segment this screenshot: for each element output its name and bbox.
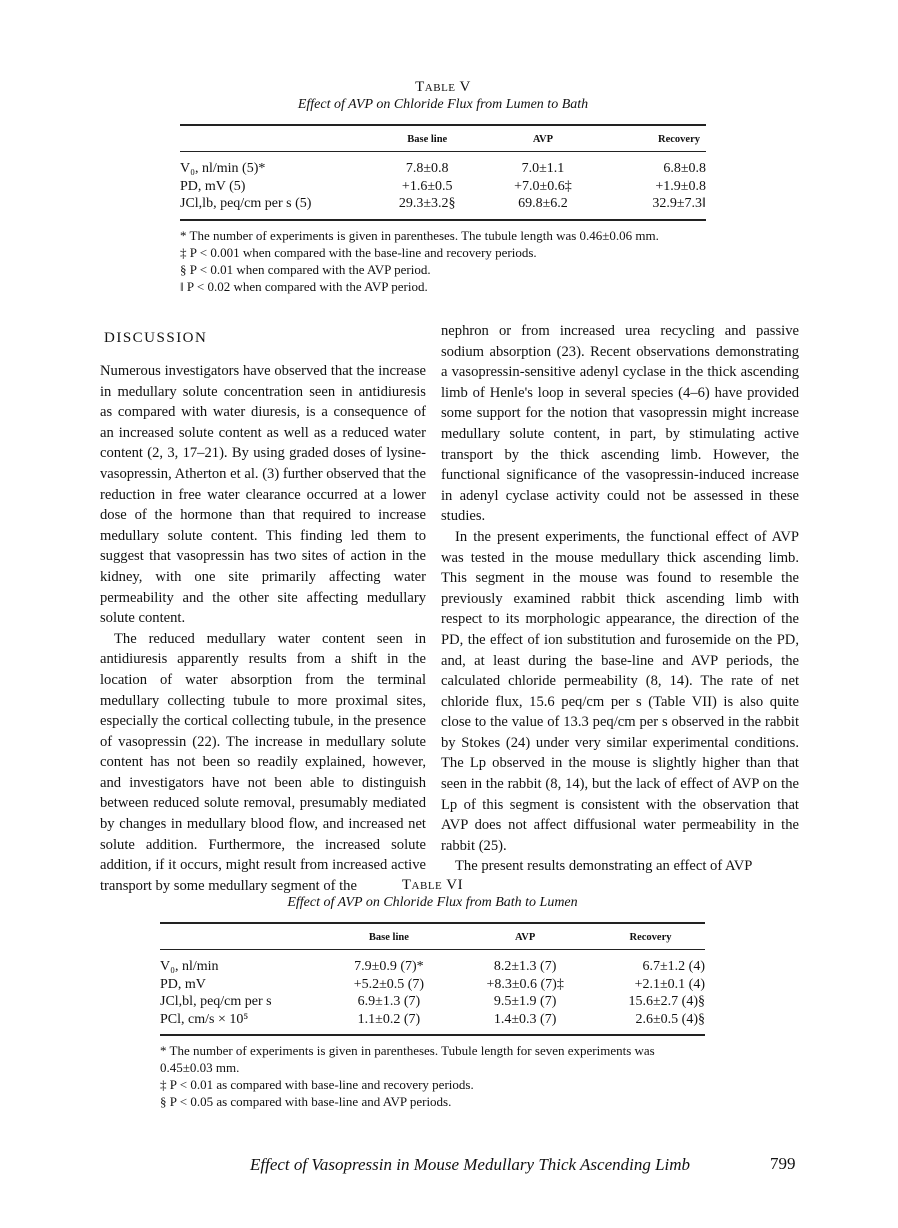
paragraph: The reduced medullary water content seen in antidiuresis apparently results from a shift in the location of water absorption from the terminal medullary collecting tubule to more proximal sites, especially the cortical collecting tubule, in the presence of vasopressin (22). The increase in medullary solute content has not been so readily explained, however, and investigators have not been able to distinguish between reduced solute removal, presumably mediated by changes in medullary blood flow, and increased net solute addition. Furthermore, the increased solute addition, if it occurs, might result from increased active transport by some medullary segment of the (100, 630, 426, 894)
cell: 15.6±2.7 (4)§ (628, 994, 705, 1009)
footnote: ‖ P < 0.02 when compared with the AVP period. (180, 278, 428, 294)
table-row (160, 993, 705, 1011)
footnote: § P < 0.01 when compared with the AVP period. (180, 261, 431, 277)
cell: 2.6±0.5 (4)§ (596, 1011, 705, 1036)
cell: 32.9±7.3‖ (601, 195, 706, 220)
row-label: PD, mV (5) (180, 178, 246, 194)
paragraph: In the present experiments, the functional effect of AVP was tested in the mouse medullary thick ascending limb. This segment in the mouse was found to resemble the previously examined rabbit thick ascending limb with respect to its morphologic appearance, the direction of the PD, the effect of ion substitution and furosemide on the PD, and, at least during the base-line and AVP periods, the calculated chloride permeability (8, 14). The rate of net chloride flux, 15.6 peq/cm per s (Table VII) is also quite close to the value of 13.3 peq/cm per s observed in the rabbit by Stokes (24) under very similar experimental conditions. The Lp observed in the mouse is slightly higher than that seen in the rabbit (8, 14), but the lack of effect of AVP on the Lp of this segment is consistent with the observation that AVP does not affect diffusional water permeability in the rabbit (25). (441, 528, 799, 854)
cell: 6.9±1.3 (7) (357, 994, 421, 1009)
table-v (180, 78, 706, 295)
cell: +2.1±0.1 (4) (634, 976, 705, 992)
footnote: ‡ P < 0.01 as compared with base-line and recovery periods. (160, 1077, 474, 1092)
table-title: Table V (415, 79, 471, 95)
cell: +1.9±0.8 (655, 178, 706, 194)
cell: 6.7±1.2 (4) (642, 959, 705, 974)
column-header: AVP (485, 125, 601, 152)
column-header: AVP (454, 923, 596, 950)
footnote: ‡ P < 0.001 when compared with the base-line and recovery periods. (180, 244, 537, 260)
page-number: 799 (770, 1154, 796, 1173)
cell: 8.2±1.3 (7) (493, 959, 557, 974)
table-subtitle: Effect of AVP on Chloride Flux from Lumen to Bath (297, 97, 589, 112)
table-vi (160, 876, 705, 1110)
cell: 7.8±0.8 (405, 161, 449, 176)
cell: +8.3±0.6 (7)‡ (486, 976, 564, 992)
cell: 1.4±0.3 (7) (454, 1011, 596, 1036)
row-label: V₀, nl/min (160, 959, 219, 974)
paragraph: nephron or from increased urea recycling and passive sodium absorption (23). Recent observations demonstrating a vasopressin-sensitive adenyl cyclase in the thick ascending limb of Henle's loop in several species (4–6) have provided some support for the notion that vasopressin might increase medullary solute content, in part, by stimulating active transport by the thick ascending limb. However, the functional significance of the vasopressin-induced increase in adenyl cyclase activity could not be assessed in these studies. (441, 323, 799, 525)
paragraph: The present results demonstrating an effect of AVP (455, 858, 753, 875)
cell: 9.5±1.9 (7) (493, 994, 557, 1009)
table-footnotes (180, 227, 706, 295)
table-row (180, 178, 706, 196)
table-title: Table VI (401, 877, 464, 893)
right-column (441, 321, 799, 877)
cell: 7.9±0.9 (7)* (354, 959, 424, 974)
row-label: V₀, nl/min (5)* (180, 161, 266, 176)
footnote: * The number of experiments is given in parentheses. The tubule length was 0.46±0.06 mm. (180, 227, 659, 243)
row-label: JCl,lb, peq/cm per s (5) (180, 195, 369, 220)
column-header: Recovery (601, 125, 706, 152)
cell: 29.3±3.2§ (369, 195, 485, 220)
footnote: § P < 0.05 as compared with base-line and AVP periods. (160, 1094, 452, 1109)
cell: +7.0±0.6‡ (514, 178, 572, 194)
table-row (160, 976, 705, 994)
table-subtitle: Effect of AVP on Chloride Flux from Bath to Lumen (287, 895, 578, 910)
cell: 69.8±6.2 (485, 195, 601, 220)
table-row (180, 152, 706, 178)
running-title: Effect of Vasopressin in Mouse Medullary Thick Ascending Limb (250, 1155, 691, 1174)
cell: +5.2±0.5 (7) (353, 976, 425, 992)
data-table (180, 124, 706, 221)
data-table (160, 922, 705, 1036)
column-header: Recovery (596, 923, 705, 950)
column-header: Base line (369, 125, 485, 152)
row-label: PCl, cm/s × 10⁵ (160, 1011, 324, 1036)
cell: 1.1±0.2 (7) (324, 1011, 455, 1036)
column-header: Base line (324, 923, 455, 950)
table-footnotes (160, 1042, 705, 1110)
section-heading: DISCUSSION (104, 330, 208, 346)
footnote: * The number of experiments is given in parentheses. Tubule length for seven experiments was 0.45±0.03 mm. (160, 1043, 655, 1075)
row-label: PD, mV (160, 976, 206, 992)
row-label: JCl,bl, peq/cm per s (160, 994, 272, 1009)
table-row (180, 195, 706, 220)
table-row (160, 1011, 705, 1036)
cell: +1.6±0.5 (401, 178, 453, 194)
paragraph: Numerous investigators have observed that the increase in medullary solute concentration seen in antidiuresis as compared with water diuresis, is a consequence of an increased solute content as well as a reduced water content (2, 3, 17–21). By using graded doses of lysine-vasopressin, Atherton et al. (3) further observed that the reduction in free water clearance occurred at a lower dose of the hormone than that required to increase medullary solute content. This finding led them to suggest that vasopressin has two sites of action in the kidney, with one site primarily affecting water permeability and the other site affecting medullary solute content. (100, 363, 426, 627)
table-row (160, 950, 705, 976)
column-header (160, 923, 324, 950)
cell: 6.8±0.8 (663, 161, 706, 176)
left-column (100, 361, 426, 896)
column-header (180, 125, 369, 152)
cell: 7.0±1.1 (521, 161, 565, 176)
